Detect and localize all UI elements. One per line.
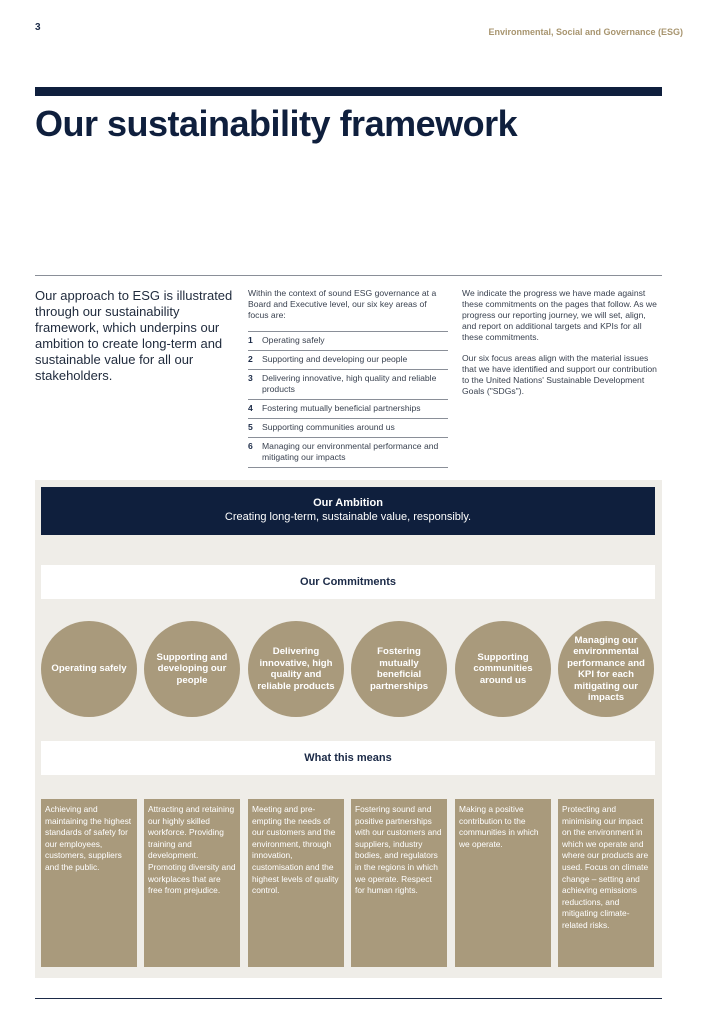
list-item [248,419,448,438]
focus-text: Managing our environmental performance and mitigating our impacts [262,441,439,462]
list-item [248,438,448,468]
page-number: 3 [35,22,41,33]
page-title: Our sustainability framework [35,103,518,144]
section-title: Environmental, Social and Governance (ESG) [488,27,683,37]
focus-number: 2 [248,354,253,364]
list-item [248,351,448,370]
commitment-circle: Managing our environmental performance and KPI for each mitigating our impacts [558,621,654,717]
divider [35,275,662,276]
focus-number: 1 [248,335,253,345]
commitment-circle: Supporting and developing our people [144,621,240,717]
means-box: Achieving and maintaining the highest standards of safety for our employees, customers, suppliers and the public. [41,799,137,967]
sdg-paragraph: Our six focus areas align with the material issues that we have identified and support our contribution to the United Nations' Sustainable Development Goals ("SDGs"). [462,353,657,396]
focus-text: Supporting and developing our people [262,354,408,364]
header-bar [35,87,662,96]
commitment-circle: Delivering innovative, high quality and reliable products [248,621,344,717]
intro-text: Our approach to ESG is illustrated through our sustainability framework, which underpins our ambition to create long-term and sustainable value for all our stakeholders. [35,288,233,383]
focus-text: Supporting communities around us [262,422,395,432]
focus-text: Delivering innovative, high quality and reliable products [262,373,437,394]
focus-number: 5 [248,422,253,432]
focus-number: 4 [248,403,253,413]
focus-text: Operating safely [262,335,325,345]
focus-number: 3 [248,373,253,383]
focus-lead: Within the context of sound ESG governance at a Board and Executive level, our six key areas of focus are: [248,288,437,320]
means-box: Fostering sound and positive partnerships with our customers and suppliers, industry bodies, and regulators in the regions in which we operate. Respect for human rights. [351,799,447,967]
focus-text: Fostering mutually beneficial partnerships [262,403,421,413]
footer-rule [35,998,662,999]
means-box: Making a positive contribution to the communities in which we operate. [455,799,551,967]
means-box: Meeting and pre-empting the needs of our customers and the environment, through innovation, customisation and the highest levels of quality control. [248,799,344,967]
commitment-circle: Fostering mutually beneficial partnerships [351,621,447,717]
means-box: Attracting and retaining our highly skilled workforce. Providing training and development. Promoting diversity and workplaces that are free from prejudice. [144,799,240,967]
ambition-banner [41,487,655,535]
progress-column [462,288,662,407]
focus-number: 6 [248,441,253,451]
list-item [248,332,448,351]
ambition-text: Creating long-term, sustainable value, responsibly. [224,511,472,523]
focus-list [248,331,448,468]
focus-areas-column [248,288,448,468]
means-box: Protecting and minimising our impact on the environment in which we operate and where our products are used. Focus on climate change – setting and achieving emissions reductions, and mitigating climate-related risks. [558,799,654,967]
commitments-heading: Our Commitments [41,565,655,599]
commitment-circle: Operating safely [41,621,137,717]
list-item [248,400,448,419]
progress-paragraph: We indicate the progress we have made against these commitments on the pages that follow. As we progress our reporting journey, we will set, align, and report on additional targets and KPIs for all these commitments. [462,288,657,342]
ambition-heading: Our Ambition [313,497,383,509]
means-heading: What this means [41,741,655,775]
list-item [248,370,448,400]
commitment-circle: Supporting communities around us [455,621,551,717]
